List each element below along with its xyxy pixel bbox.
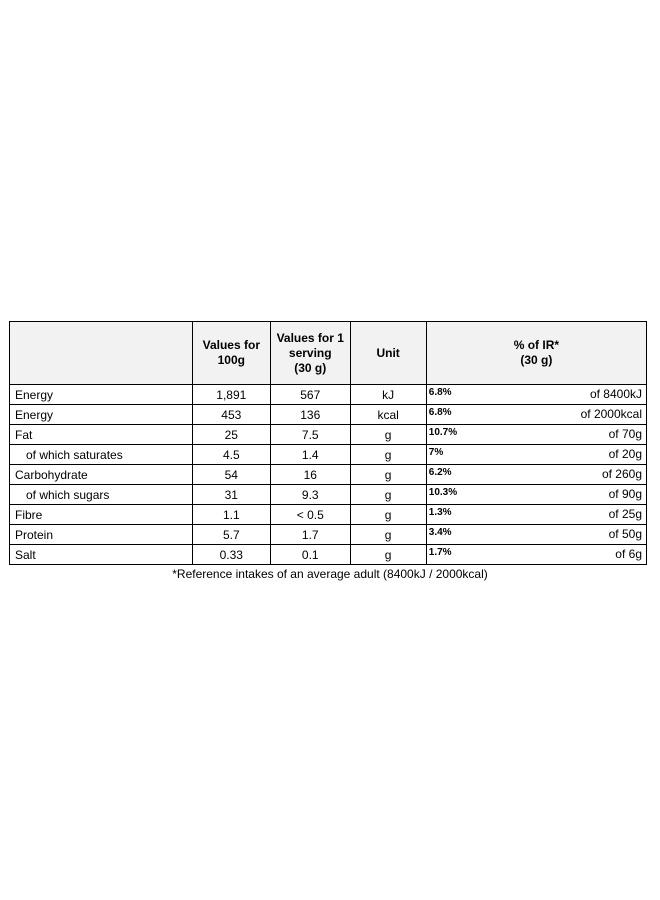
unit: g — [350, 425, 426, 445]
table-row — [10, 485, 647, 505]
value-per-serving: 9.3 — [271, 485, 350, 505]
value-per-serving: 16 — [271, 465, 350, 485]
unit: g — [350, 445, 426, 465]
value-per-serving: 136 — [271, 405, 350, 425]
table-row — [10, 445, 647, 465]
unit: g — [350, 545, 426, 565]
ir-percent: 6.8% — [428, 387, 452, 398]
ir-percent: 6.2% — [428, 467, 452, 478]
header-per-100g: Values for 100g — [192, 322, 270, 385]
value-per-100g: 5.7 — [192, 525, 270, 545]
ir-percent: 10.7% — [428, 427, 458, 438]
unit: kJ — [350, 385, 426, 405]
reference-intake-cell — [426, 545, 646, 565]
reference-intake-cell — [426, 505, 646, 525]
value-per-100g: 1.1 — [192, 505, 270, 525]
header-per-serving-line1: Values for 1 — [276, 330, 344, 345]
nutrient-name: Fat — [10, 425, 193, 445]
ir-of-total: of 2000kcal — [580, 407, 642, 421]
nutrient-name: of which sugars — [10, 485, 193, 505]
unit: kcal — [350, 405, 426, 425]
table-row — [10, 465, 647, 485]
reference-intake-cell — [426, 445, 646, 465]
value-per-serving: < 0.5 — [271, 505, 350, 525]
ir-percent: 7% — [428, 447, 444, 458]
ir-of-total: of 8400kJ — [589, 387, 642, 401]
ir-of-total: of 260g — [601, 467, 642, 481]
header-reference-intake — [426, 322, 646, 385]
value-per-100g: 1,891 — [192, 385, 270, 405]
header-nutrient — [10, 322, 193, 385]
value-per-serving: 1.7 — [271, 525, 350, 545]
ir-of-total: of 70g — [608, 427, 642, 441]
value-per-100g: 54 — [192, 465, 270, 485]
table-row — [10, 545, 647, 565]
nutrient-name: Protein — [10, 525, 193, 545]
unit: g — [350, 505, 426, 525]
ir-percent: 6.8% — [428, 407, 452, 418]
reference-intake-cell — [426, 465, 646, 485]
ir-of-total: of 50g — [608, 527, 642, 541]
value-per-100g: 31 — [192, 485, 270, 505]
value-per-100g: 453 — [192, 405, 270, 425]
ir-percent: 10.3% — [428, 487, 458, 498]
table-header-row — [10, 322, 647, 385]
value-per-serving: 1.4 — [271, 445, 350, 465]
ir-of-total: of 90g — [608, 487, 642, 501]
header-ir-line1: % of IR* — [513, 338, 560, 352]
header-per-serving-line3: (30 g) — [294, 360, 327, 375]
reference-intake-cell — [426, 485, 646, 505]
ir-of-total: of 25g — [608, 507, 642, 521]
reference-intake-cell — [426, 525, 646, 545]
header-per-serving-line2: serving — [288, 345, 332, 360]
table-row — [10, 405, 647, 425]
header-ir-line2: (30 g) — [520, 353, 553, 367]
reference-intake-cell — [426, 405, 646, 425]
ir-of-total: of 6g — [615, 547, 642, 561]
ir-of-total: of 20g — [608, 447, 642, 461]
value-per-serving: 0.1 — [271, 545, 350, 565]
value-per-100g: 4.5 — [192, 445, 270, 465]
unit: g — [350, 485, 426, 505]
ir-percent: 1.7% — [428, 547, 452, 558]
value-per-serving: 7.5 — [271, 425, 350, 445]
header-per-serving — [271, 322, 350, 385]
unit: g — [350, 525, 426, 545]
nutrition-table — [9, 321, 647, 565]
nutrient-name: Carbohydrate — [10, 465, 193, 485]
nutrient-name: Salt — [10, 545, 193, 565]
nutrient-name: Energy — [10, 405, 193, 425]
ir-percent: 1.3% — [428, 507, 452, 518]
table-row — [10, 525, 647, 545]
table-row — [10, 425, 647, 445]
ir-percent: 3.4% — [428, 527, 452, 538]
reference-intake-footnote: *Reference intakes of an average adult (8400kJ / 2000kcal) — [172, 567, 488, 581]
value-per-100g: 0.33 — [192, 545, 270, 565]
unit: g — [350, 465, 426, 485]
reference-intake-cell — [426, 425, 646, 445]
table-row — [10, 505, 647, 525]
nutrient-name: Energy — [10, 385, 193, 405]
table-row — [10, 385, 647, 405]
value-per-100g: 25 — [192, 425, 270, 445]
header-unit: Unit — [350, 322, 426, 385]
reference-intake-cell — [426, 385, 646, 405]
value-per-serving: 567 — [271, 385, 350, 405]
nutrient-name: of which saturates — [10, 445, 193, 465]
nutrient-name: Fibre — [10, 505, 193, 525]
